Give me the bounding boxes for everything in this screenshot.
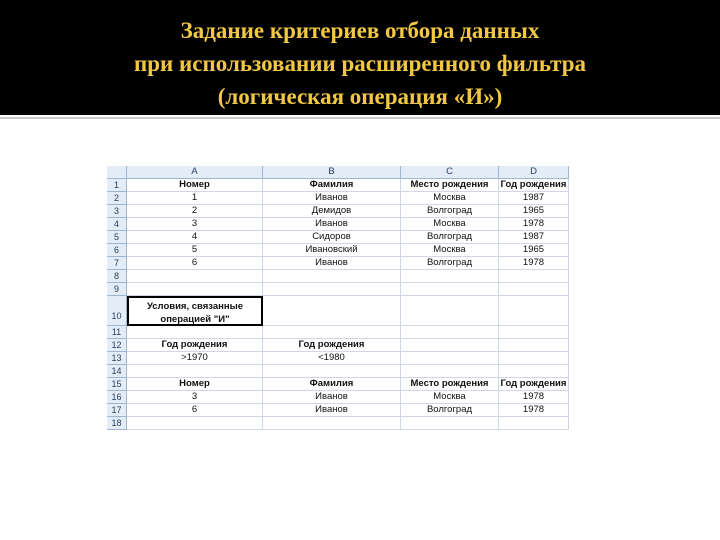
- row-header[interactable]: 5: [107, 231, 127, 244]
- cell-a14[interactable]: [127, 365, 263, 378]
- cell-b17[interactable]: Иванов: [263, 404, 401, 417]
- cell-d7[interactable]: 1978: [499, 257, 569, 270]
- column-header-c[interactable]: C: [401, 166, 499, 179]
- table-row: [107, 378, 569, 391]
- cell-c18[interactable]: [401, 417, 499, 430]
- row-header[interactable]: 8: [107, 270, 127, 283]
- cell-a17[interactable]: 6: [127, 404, 263, 417]
- table-row: [107, 352, 569, 365]
- row-header[interactable]: 17: [107, 404, 127, 417]
- slide-title-line-1: Задание критериев отбора данных: [180, 18, 540, 43]
- table-row: [107, 270, 569, 283]
- cell-b6[interactable]: Ивановский: [263, 244, 401, 257]
- cell-c7[interactable]: Волгоград: [401, 257, 499, 270]
- cell-c5[interactable]: Волгоград: [401, 231, 499, 244]
- cell-b1[interactable]: Фамилия: [263, 179, 401, 192]
- cell-d14[interactable]: [499, 365, 569, 378]
- cell-b5[interactable]: Сидоров: [263, 231, 401, 244]
- cell-a9[interactable]: [127, 283, 263, 296]
- cell-c9[interactable]: [401, 283, 499, 296]
- table-row: [107, 404, 569, 417]
- cell-c16[interactable]: Москва: [401, 391, 499, 404]
- cell-a11[interactable]: [127, 326, 263, 339]
- cell-b2[interactable]: Иванов: [263, 192, 401, 205]
- cell-a7[interactable]: 6: [127, 257, 263, 270]
- cell-a12[interactable]: Год рождения: [127, 339, 263, 352]
- cell-b4[interactable]: Иванов: [263, 218, 401, 231]
- column-header-a[interactable]: A: [127, 166, 263, 179]
- table-row: [107, 296, 569, 326]
- column-header-d[interactable]: D: [499, 166, 569, 179]
- row-header[interactable]: 2: [107, 192, 127, 205]
- cell-a1[interactable]: Номер: [127, 179, 263, 192]
- cell-d5[interactable]: 1987: [499, 231, 569, 244]
- cell-b9[interactable]: [263, 283, 401, 296]
- cell-c12[interactable]: [401, 339, 499, 352]
- cell-b12[interactable]: Год рождения: [263, 339, 401, 352]
- cell-c6[interactable]: Москва: [401, 244, 499, 257]
- cell-a15[interactable]: Номер: [127, 378, 263, 391]
- cell-d17[interactable]: 1978: [499, 404, 569, 417]
- cell-a4[interactable]: 3: [127, 218, 263, 231]
- row-header[interactable]: 6: [107, 244, 127, 257]
- cell-a5[interactable]: 4: [127, 231, 263, 244]
- row-header[interactable]: 10: [107, 296, 127, 326]
- cell-b13[interactable]: <1980: [263, 352, 401, 365]
- cell-b10[interactable]: [263, 296, 401, 326]
- cell-d2[interactable]: 1987: [499, 192, 569, 205]
- table-row: [107, 326, 569, 339]
- row-header[interactable]: 12: [107, 339, 127, 352]
- table-row: [107, 192, 569, 205]
- cell-b15[interactable]: Фамилия: [263, 378, 401, 391]
- row-header[interactable]: 7: [107, 257, 127, 270]
- cell-d15[interactable]: Год рождения: [499, 378, 569, 391]
- table-row: [107, 205, 569, 218]
- cell-d18[interactable]: [499, 417, 569, 430]
- table-row: [107, 283, 569, 296]
- row-header[interactable]: 16: [107, 391, 127, 404]
- row-header[interactable]: 9: [107, 283, 127, 296]
- row-header[interactable]: 13: [107, 352, 127, 365]
- row-header[interactable]: 14: [107, 365, 127, 378]
- cell-c14[interactable]: [401, 365, 499, 378]
- cell-c1[interactable]: Место рождения: [401, 179, 499, 192]
- cell-a16[interactable]: 3: [127, 391, 263, 404]
- cell-d10[interactable]: [499, 296, 569, 326]
- cell-c3[interactable]: Волгоград: [401, 205, 499, 218]
- table-row: [107, 244, 569, 257]
- cell-b8[interactable]: [263, 270, 401, 283]
- cell-c2[interactable]: Москва: [401, 192, 499, 205]
- cell-d11[interactable]: [499, 326, 569, 339]
- table-row: [107, 218, 569, 231]
- row-header[interactable]: 3: [107, 205, 127, 218]
- cell-d1[interactable]: Год рождения: [499, 179, 569, 192]
- cell-d8[interactable]: [499, 270, 569, 283]
- cell-c11[interactable]: [401, 326, 499, 339]
- active-cell-a10[interactable]: Условия, связанные операцией "И": [127, 296, 263, 326]
- slide-title-line-3: (логическая операция «И»): [217, 84, 503, 109]
- cell-b16[interactable]: Иванов: [263, 391, 401, 404]
- select-all-corner[interactable]: [107, 166, 127, 179]
- cell-a13[interactable]: >1970: [127, 352, 263, 365]
- table-row: [107, 391, 569, 404]
- slide-header: [0, 0, 720, 115]
- cell-b11[interactable]: [263, 326, 401, 339]
- cell-d12[interactable]: [499, 339, 569, 352]
- row-header[interactable]: 11: [107, 326, 127, 339]
- row-header[interactable]: 18: [107, 417, 127, 430]
- spreadsheet: [107, 166, 569, 428]
- cell-d13[interactable]: [499, 352, 569, 365]
- cell-a6[interactable]: 5: [127, 244, 263, 257]
- column-header-row: [107, 166, 569, 179]
- table-row: [107, 417, 569, 430]
- cell-c4[interactable]: Москва: [401, 218, 499, 231]
- cell-c8[interactable]: [401, 270, 499, 283]
- cell-d16[interactable]: 1978: [499, 391, 569, 404]
- table-row: [107, 179, 569, 192]
- row-header[interactable]: 15: [107, 378, 127, 391]
- cell-a3[interactable]: 2: [127, 205, 263, 218]
- cell-d3[interactable]: 1965: [499, 205, 569, 218]
- cell-b3[interactable]: Демидов: [263, 205, 401, 218]
- cell-c15[interactable]: Место рождения: [401, 378, 499, 391]
- table-row: [107, 231, 569, 244]
- cell-d9[interactable]: [499, 283, 569, 296]
- cell-c17[interactable]: Волгоград: [401, 404, 499, 417]
- table-row: [107, 257, 569, 270]
- cell-b7[interactable]: Иванов: [263, 257, 401, 270]
- slide-title-line-2: при использовании расширенного фильтра: [133, 51, 586, 76]
- cell-d4[interactable]: 1978: [499, 218, 569, 231]
- table-row: [107, 365, 569, 378]
- cell-b18[interactable]: [263, 417, 401, 430]
- cell-a2[interactable]: 1: [127, 192, 263, 205]
- cell-a18[interactable]: [127, 417, 263, 430]
- cell-d6[interactable]: 1965: [499, 244, 569, 257]
- column-header-b[interactable]: B: [263, 166, 401, 179]
- row-header[interactable]: 1: [107, 179, 127, 192]
- cell-c10[interactable]: [401, 296, 499, 326]
- table-row: [107, 339, 569, 352]
- cell-b14[interactable]: [263, 365, 401, 378]
- header-divider: [0, 117, 720, 119]
- row-header[interactable]: 4: [107, 218, 127, 231]
- cell-c13[interactable]: [401, 352, 499, 365]
- cell-a8[interactable]: [127, 270, 263, 283]
